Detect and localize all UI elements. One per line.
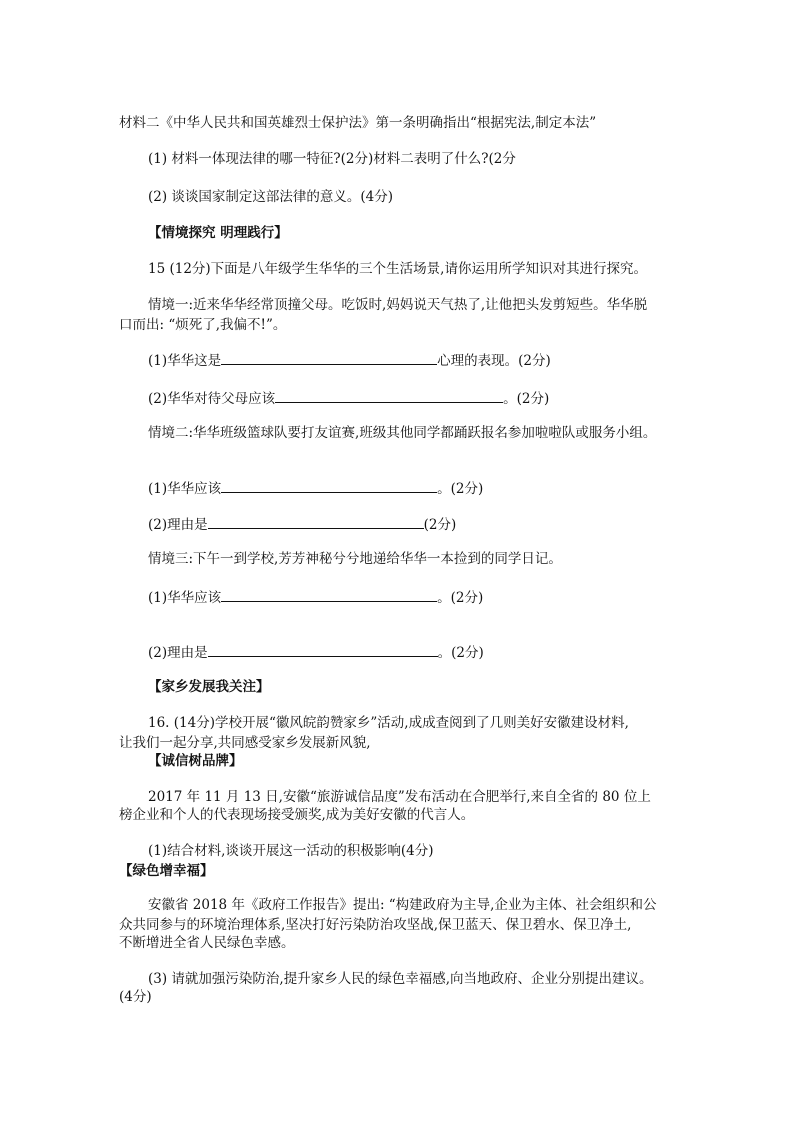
scene-1-text-line-1: 情境一:近来华华经常顶撞父母。吃饭时,妈妈说天气热了,让他把头发剪短些。华华脱 (148, 297, 648, 313)
answer-blank[interactable] (221, 478, 437, 493)
question-prefix: (2)华华对待父母应该 (148, 391, 276, 407)
question-prefix: (2)理由是 (148, 645, 208, 661)
scene-2-text: 情境二:华华班级篮球队要打友谊赛,班级其他同学都踊跃报名参加啦啦队或服务小组。 (148, 425, 657, 441)
scene-2-question-2 (148, 514, 456, 534)
scene-3-question-1 (148, 587, 483, 607)
question-suffix: 。(2分) (437, 481, 484, 497)
scene-1-question-1 (148, 350, 551, 370)
integrity-text-line-2: 榜企业和个人的代表现场接受颁奖,成为美好安徽的代言人。 (119, 807, 475, 823)
question-16-3-line-1: (3) 请就加强污染防治,提升家乡人民的绿色幸福感,向当地政府、企业分别提出建议。 (148, 971, 653, 987)
material-two-text: 材料二《中华人民共和国英雄烈士保护法》第一条明确指出“根据宪法,制定本法” (119, 115, 597, 131)
scene-3-question-2 (148, 642, 484, 662)
question-16-line-1: 16. (14分)学校开展“徽风皖韵赞家乡”活动,成成查阅到了几则美好安徽建设材料, (148, 715, 629, 731)
green-text-line-3: 不断增进全省人民绿色幸感。 (119, 935, 295, 951)
question-suffix: 心理的表现。(2分) (437, 353, 551, 369)
section-heading-integrity: 【诚信树品牌】 (148, 753, 243, 769)
question-prefix: (2)理由是 (148, 517, 208, 533)
question-suffix: 。(2分) (437, 645, 484, 661)
question-suffix: 。(2分) (437, 590, 484, 606)
question-suffix: 。(2分) (503, 391, 550, 407)
question-16-3-line-2: (4分) (119, 989, 152, 1005)
answer-blank[interactable] (221, 587, 437, 602)
scene-1-question-2 (148, 388, 549, 408)
question-suffix: (2分) (423, 517, 457, 533)
answer-blank[interactable] (208, 514, 424, 529)
question-prefix: (1)华华应该 (148, 590, 222, 606)
scene-1-text-line-2: 口而出: “烦死了,我偏不!”。 (119, 317, 287, 333)
answer-blank[interactable] (221, 350, 437, 365)
question-15-intro: 15 (12分)下面是八年级学生华华的三个生活场景,请你运用所学知识对其进行探究。 (148, 261, 647, 277)
question-16-line-2: 让我们一起分享,共同感受家乡发展新风貌, (119, 735, 371, 751)
answer-blank[interactable] (275, 388, 503, 403)
section-heading-hometown: 【家乡发展我关注】 (148, 679, 270, 695)
section-heading-situation: 【情境探究 明理践行】 (148, 225, 288, 241)
green-text-line-1: 安徽省 2018 年《政府工作报告》提出: “构建政府为主导,企业为主体、社会组织和公 (148, 897, 657, 913)
question-14-2: (2) 谈谈国家制定这部法律的意义。(4分) (148, 189, 394, 205)
question-prefix: (1)华华应该 (148, 481, 222, 497)
green-text-line-2: 众共同参与的环境治理体系,坚决打好污染防治攻坚战,保卫蓝天、保卫碧水、保卫净土, (119, 917, 632, 933)
question-14-1: (1) 材料一体现法律的哪一特征?(2分)材料二表明了什么?(2分 (148, 151, 516, 167)
scene-2-question-1 (148, 478, 483, 498)
question-16-1: (1)结合材料,谈谈开展这一活动的积极影响(4分) (148, 843, 434, 859)
scene-3-text: 情境三:下午一到学校,芳芳神秘兮兮地递给华华一本捡到的同学日记。 (148, 551, 562, 567)
question-prefix: (1)华华这是 (148, 353, 222, 369)
answer-blank[interactable] (208, 642, 438, 657)
section-heading-green: 【绿色增幸福】 (119, 863, 214, 879)
integrity-text-line-1: 2017 年 11 月 13 日,安徽“旅游诚信品度”发布活动在合肥举行,来自全省的 80 位上 (148, 789, 651, 805)
